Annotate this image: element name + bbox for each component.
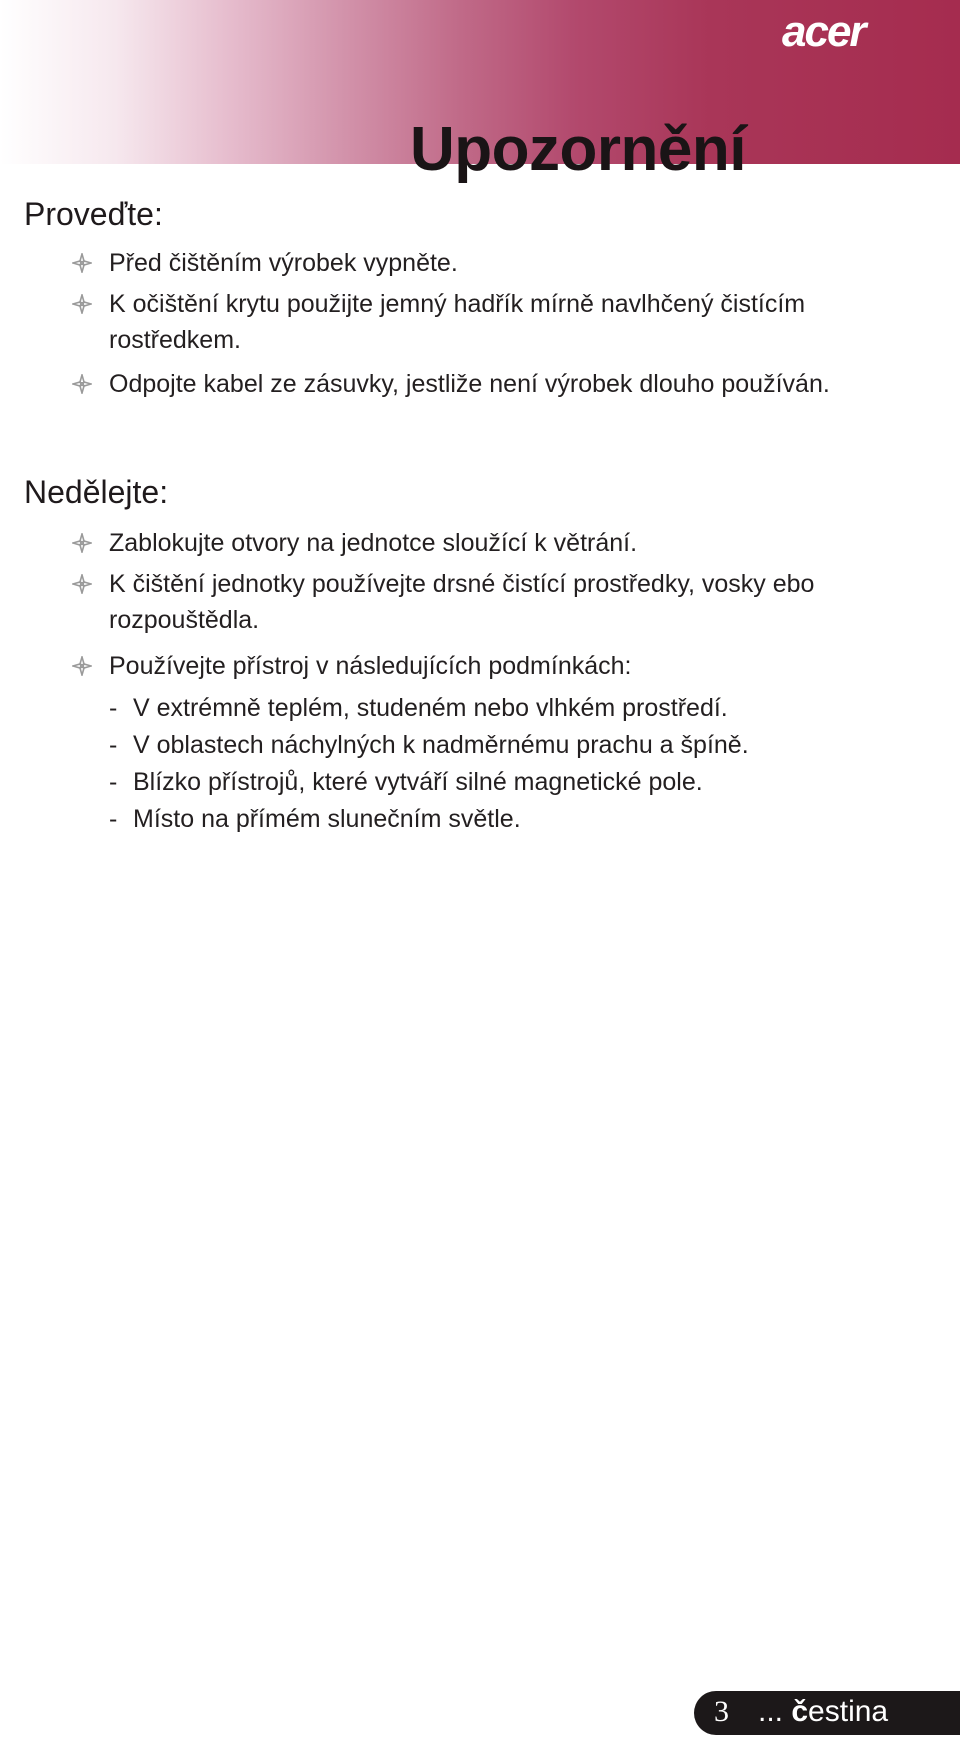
condition-item-1: - V extrémně teplém, studeném nebo vlhkém prostředí. — [109, 694, 728, 722]
language-initial: č — [791, 1695, 809, 1728]
bullet-diamond-icon — [72, 574, 92, 594]
language-label — [758, 1695, 888, 1729]
do-section-heading: Proveďte: — [24, 196, 163, 232]
language-rest: estina — [808, 1695, 889, 1728]
do-item-3: Odpojte kabel ze zásuvky, jestliže není výrobek dlouho používán. — [109, 370, 830, 398]
acer-logo — [782, 8, 906, 56]
dont-section-heading: Nedělejte: — [24, 474, 169, 510]
dont-item-1: Zablokujte otvory na jednotce sloužící k větrání. — [109, 529, 638, 557]
page-number: 3 — [714, 1695, 729, 1728]
condition-item-3: - Blízko přístrojů, které vytváří silné magnetické pole. — [109, 768, 703, 796]
condition-text: V oblastech náchylných k nadměrnému prachu a špíně. — [133, 731, 749, 759]
bullet-diamond-icon — [72, 294, 92, 314]
bullet-diamond-icon — [72, 253, 92, 273]
page-header-banner — [0, 0, 960, 184]
condition-item-4: - Místo na přímém slunečním světle. — [109, 805, 521, 833]
page-footer-tab — [694, 1691, 960, 1735]
condition-text: Blízko přístrojů, které vytváří silné magnetické pole. — [133, 768, 703, 796]
page-title: Upozornění — [410, 114, 746, 184]
condition-item-2: - V oblastech náchylných k nadměrnému prachu a špíně. — [109, 731, 749, 759]
dont-item-2: K čištění jednotky používejte drsné čistící prostředky, vosky ebo rozpouštědla. — [109, 570, 815, 634]
bullet-diamond-icon — [72, 656, 92, 676]
do-item-2: K očištění krytu použijte jemný hadřík mírně navlhčený čistícím rostředkem. — [109, 290, 806, 354]
dont-item-3: Používejte přístroj v následujících podmínkách: — [109, 652, 632, 680]
do-item-1: Před čištěním výrobek vypněte. — [109, 249, 458, 277]
bullet-diamond-icon — [72, 533, 92, 553]
ellipsis: ... — [758, 1695, 784, 1728]
svg-text:acer: acer — [782, 8, 865, 56]
condition-text: Místo na přímém slunečním světle. — [133, 805, 521, 833]
bullet-diamond-icon — [72, 374, 92, 394]
condition-text: V extrémně teplém, studeném nebo vlhkém prostředí. — [133, 694, 728, 722]
